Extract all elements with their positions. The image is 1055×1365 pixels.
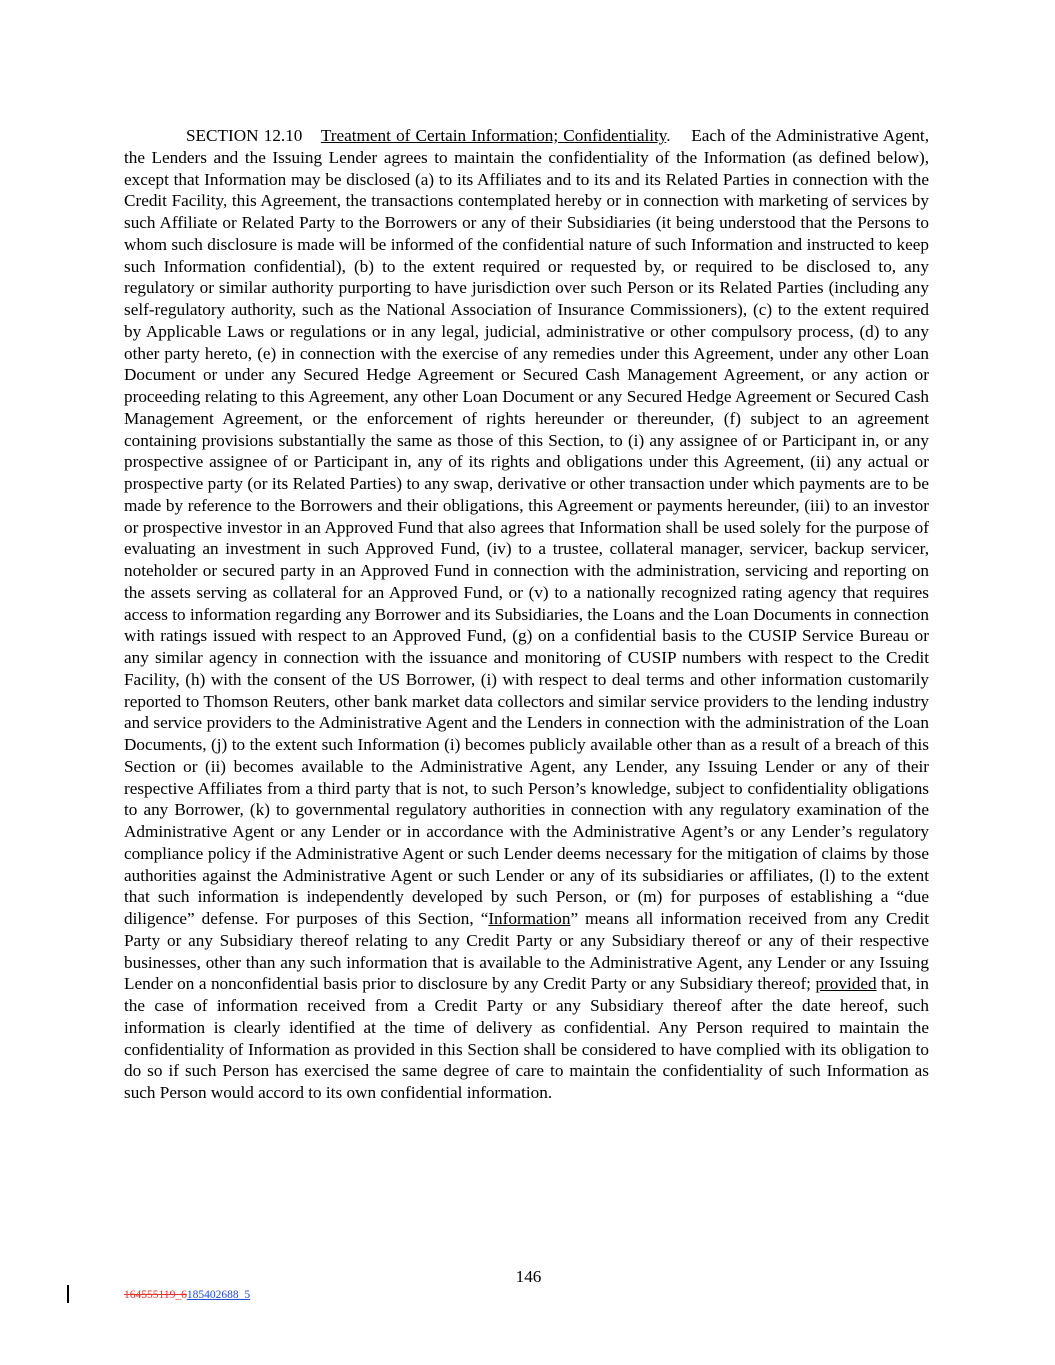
section-body-part-2: ” means all information received from any Credit Party or any Subsidiary thereof relating to any Credit Party or any Subsidiary thereof or any of their respective businesses, other than any such information that is available to the Administrative Agent, any Lender or any Issuing Lender on a nonconfidential basis prior to disclosure by any Credit Party or any Subsidiary thereof; — [124, 909, 929, 994]
document-id — [124, 1288, 250, 1302]
section-12-10-paragraph — [124, 125, 929, 1104]
section-heading-period: . — [666, 126, 671, 145]
provided-term: provided — [815, 974, 877, 994]
document-id-deleted: 164555119_6 — [124, 1289, 187, 1301]
section-body-part-1: Each of the Administrative Agent, the Lenders and the Issuing Lender agrees to maintain the confidentiality of the Information (as defined below), except that Information may be disclosed (a) to its Affiliates and to its and its Related Parties in connection with the Credit Facility, this Agreement, the transactions contemplated hereby or in connection with marketing of services by such Affiliate or Related Party to the Borrowers or any of their Subsidiaries (it being understood that the Persons to whom such disclosure is made will be informed of the confidential nature of such Information and instructed to keep such Information confidential), (b) to the extent required or requested by, or required to be disclosed to, any regulatory or similar authority purporting to have jurisdiction over such Person or its Related Parties (including any self-regulatory authority, such as the National Association of Insurance Commissioners), (c) to the extent required by Applicable Laws or regulations or in any legal, judicial, administrative or other compulsory process, (d) to any other party hereto, (e) in connection with the exercise of any remedies under this Agreement, under any other Loan Document or under any Secured Hedge Agreement or Secured Cash Management Agreement, or any action or proceeding relating to this Agreement, any other Loan Document or any Secured Hedge Agreement or Secured Cash Management Agreement, or the enforcement of rights hereunder or thereunder, (f) subject to an agreement containing provisions substantially the same as those of this Section, to (i) any assignee of or Participant in, or any prospective assignee of or Participant in, any of its rights and obligations under this Agreement, (ii) any actual or prospective party (or its Related Parties) to any swap, derivative or other transaction under which payments are to be made by reference to the Borrowers and their obligations, this Agreement or payments hereunder, (iii) to an investor or prospective investor in an Approved Fund that also agrees that Information shall be used solely for the purpose of evaluating an investment in such Approved Fund, (iv) to a trustee, collateral manager, servicer, backup servicer, noteholder or secured party in an Approved Fund in connection with the administration, servicing and reporting on the assets serving as collateral for an Approved Fund, or (v) to a nationally recognized rating agency that requires access to information regarding any Borrower and its Subsidiaries, the Loans and the Loan Documents in connection with ratings issued with respect to an Approved Fund, (g) on a confidential basis to the CUSIP Service Bureau or any similar agency in connection with the issuance and monitoring of CUSIP numbers with respect to the Credit Facility, (h) with the consent of the US Borrower, (i) with respect to deal terms and other information customarily reported to Thomson Reuters, other bank market data collectors and similar service providers to the lending industry and service providers to the Administrative Agent and the Lenders in connection with the administration of the Loan Documents, (j) to the extent such Information (i) becomes publicly available other than as a result of a breach of this Section or (ii) becomes available to the Administrative Agent, any Lender, any Issuing Lender or any of their respective Affiliates from a third party that is not, to such Person’s knowledge, subject to confidentiality obligations to any Borrower, (k) to governmental regulatory authorities in connection with any regulatory examination of the Administrative Agent or any Lender or in accordance with the Administrative Agent’s or any Lender’s regulatory compliance policy if the Administrative Agent or such Lender deems necessary for the mitigation of claims by those authorities against the Administrative Agent or such Lender or any of its subsidiaries or affiliates, (l) to the extent that such information is independently developed by such Person, or (m) for purposes of establishing a “due diligence” defense. For purposes of this Section, “ — [124, 126, 930, 928]
section-body-part-3: that, in the case of information received from a Credit Party or any Subsidiary thereof after the date hereof, such information is clearly identified at the time of delivery as confidential. Any Person required to maintain the confidentiality of Information as provided in this Section shall be considered to have complied with its obligation to do so if such Person has exercised the same degree of care to maintain the confidentiality of such Information as such Person would accord to its own confidential information. — [124, 974, 929, 1102]
revision-change-bar — [67, 1285, 69, 1303]
page-number: 146 — [515, 1267, 542, 1286]
document-id-inserted: 185402688_5 — [186, 1289, 251, 1301]
section-heading: Treatment of Certain Information; Confidentiality — [320, 126, 667, 145]
defined-term-information: Information — [488, 909, 571, 928]
section-number: SECTION 12.10 — [186, 126, 303, 145]
